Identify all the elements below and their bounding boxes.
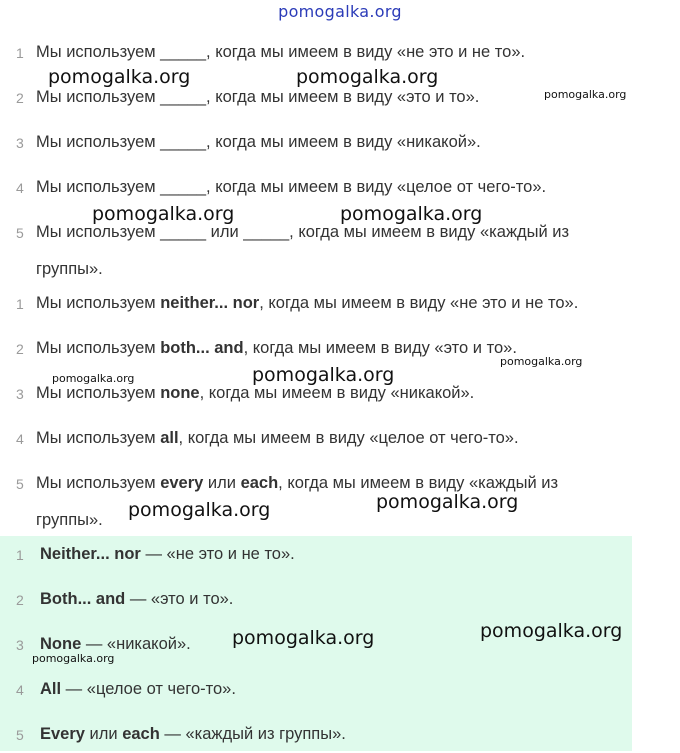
answer-mid: или — [84, 725, 123, 743]
watermark: pomogalka.org — [52, 372, 135, 385]
answer-text — [40, 716, 630, 753]
watermark: pomogalka.org — [128, 499, 271, 521]
watermark: pomogalka.org — [340, 203, 483, 225]
answer-keyword: Every — [40, 725, 85, 743]
answer-number: 4 — [16, 682, 24, 698]
answer-keyword: Neither... nor — [40, 545, 141, 563]
watermark: pomogalka.org — [252, 364, 395, 386]
answer-post: — «это и то». — [125, 590, 234, 608]
question-text — [36, 214, 626, 288]
rule-keyword: every — [160, 474, 204, 492]
rule-pre: Мы используем — [36, 384, 161, 402]
watermark: pomogalka.org — [500, 355, 583, 368]
rule-number: 2 — [16, 341, 24, 357]
answer-text — [40, 671, 630, 708]
rule-post: , когда мы имеем в виду «целое от чего-то». — [178, 429, 519, 447]
rule-post: , когда мы имеем в виду «это и то». — [243, 339, 517, 357]
question-number: 4 — [16, 180, 24, 196]
rule-number: 3 — [16, 386, 24, 402]
rule-post: , когда мы имеем в виду «каждый из — [278, 474, 559, 492]
watermark: pomogalka.org — [376, 491, 519, 513]
rule-post: , когда мы имеем в виду «никакой». — [199, 384, 475, 402]
answer-text — [40, 536, 630, 573]
rule-post: , когда мы имеем в виду «не это и не то». — [259, 294, 579, 312]
rule-text — [36, 420, 626, 457]
watermark: pomogalka.org — [232, 627, 375, 649]
answer-text — [40, 581, 630, 618]
question-number: 5 — [16, 225, 24, 241]
question-text-line2: группы». — [36, 260, 103, 278]
answer-number: 5 — [16, 727, 24, 743]
question-number: 3 — [16, 135, 24, 151]
question-text-line1: Мы используем _____ или _____, когда мы имеем в виду «каждый из — [36, 223, 570, 241]
answer-number: 1 — [16, 547, 24, 563]
answer-post: — «не это и не то». — [140, 545, 295, 563]
answer-post: — «каждый из группы». — [159, 725, 346, 743]
rule-text — [36, 285, 626, 322]
rule-pre: Мы используем — [36, 474, 161, 492]
rule-keyword-2: each — [240, 474, 279, 492]
rule-line2: группы». — [36, 511, 103, 529]
watermark: pomogalka.org — [92, 203, 235, 225]
rule-pre: Мы используем — [36, 339, 161, 357]
watermark: pomogalka.org — [48, 66, 191, 88]
answer-keyword: Both... and — [40, 590, 126, 608]
watermark: pomogalka.org — [544, 88, 627, 101]
rule-number: 1 — [16, 296, 24, 312]
question-text: Мы используем _____, когда мы имеем в виду «никакой». — [36, 133, 481, 151]
header-watermark: pomogalka.org — [278, 2, 402, 21]
answer-post: — «целое от чего-то». — [61, 680, 236, 698]
watermark: pomogalka.org — [296, 66, 439, 88]
question-text: Мы используем _____, когда мы имеем в виду «целое от чего-то». — [36, 178, 547, 196]
answer-keyword: None — [40, 635, 82, 653]
question-text: Мы используем _____, когда мы имеем в виду «не это и не то». — [36, 43, 526, 61]
answer-number: 3 — [16, 637, 24, 653]
rule-pre: Мы используем — [36, 429, 161, 447]
rule-keyword: neither... nor — [160, 294, 260, 312]
question-number: 2 — [16, 90, 24, 106]
answer-keyword-2: each — [122, 725, 160, 743]
rule-mid: или — [203, 474, 241, 492]
watermark: pomogalka.org — [480, 620, 623, 642]
rule-keyword: all — [160, 429, 179, 447]
rule-number: 4 — [16, 431, 24, 447]
answer-keyword: All — [40, 680, 62, 698]
rule-keyword: none — [160, 384, 200, 402]
answer-post: — «никакой». — [81, 635, 191, 653]
watermark: pomogalka.org — [32, 652, 115, 665]
rule-text — [36, 465, 626, 539]
question-text: Мы используем _____, когда мы имеем в виду «это и то». — [36, 88, 480, 106]
rule-pre: Мы используем — [36, 294, 161, 312]
answer-number: 2 — [16, 592, 24, 608]
rule-keyword: both... and — [160, 339, 244, 357]
question-number: 1 — [16, 45, 24, 61]
rule-number: 5 — [16, 476, 24, 492]
